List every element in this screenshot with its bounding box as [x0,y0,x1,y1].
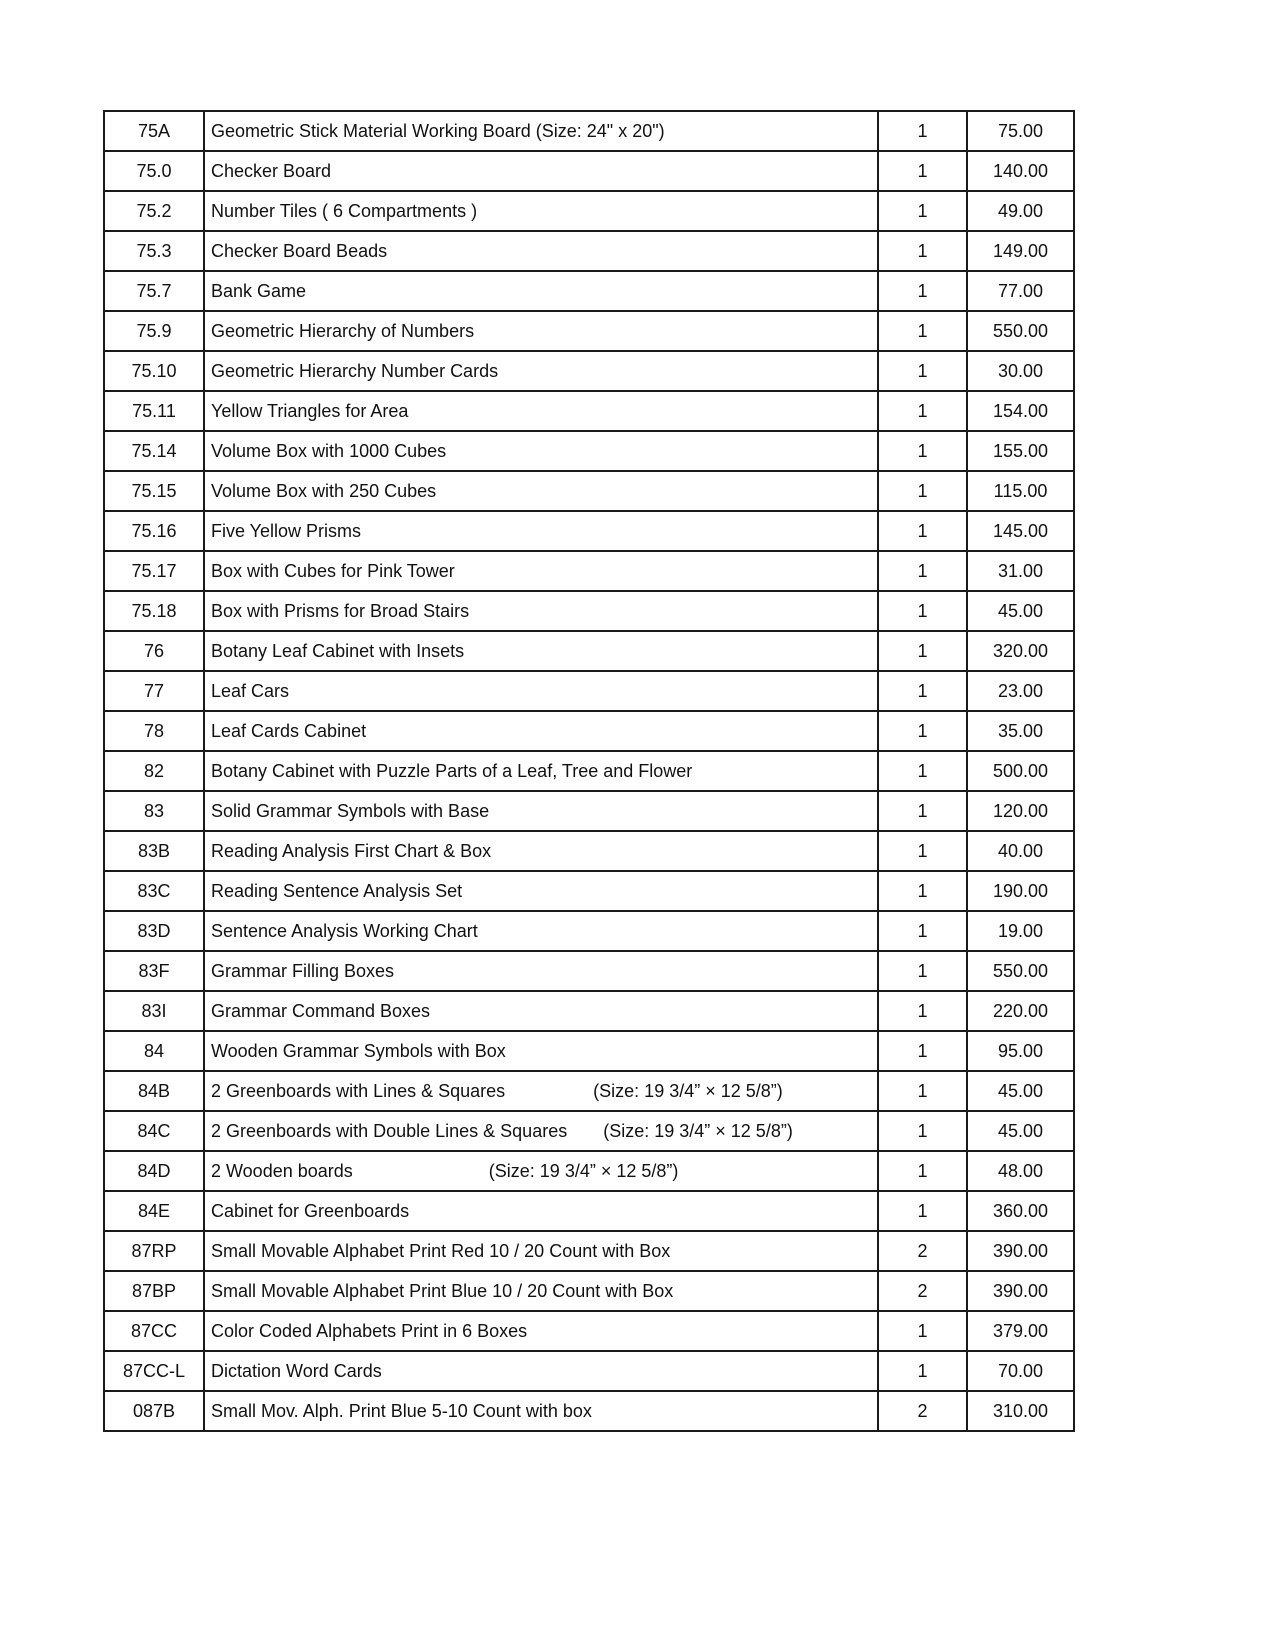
item-quantity-cell: 1 [878,311,967,351]
item-description-cell [204,1191,878,1231]
table-row [104,751,1074,791]
item-size: (Size: 19 3/4” × 12 5/8”) [603,1121,793,1141]
item-description: Color Coded Alphabets Print in 6 Boxes [211,1321,528,1341]
item-quantity-cell: 1 [878,711,967,751]
item-code-cell: 75.14 [104,431,204,471]
item-price-cell: 360.00 [967,1191,1074,1231]
table-row [104,831,1074,871]
table-row [104,431,1074,471]
item-price-cell: 140.00 [967,151,1074,191]
item-code-cell: 87CC-L [104,1351,204,1391]
item-description-cell [204,391,878,431]
item-description: Solid Grammar Symbols with Base [211,801,490,821]
item-description: Small Mov. Alph. Print Blue 5-10 Count with box [211,1401,592,1421]
item-description: Box with Prisms for Broad Stairs [211,601,470,621]
table-row [104,911,1074,951]
item-description-cell [204,311,878,351]
item-description-cell [204,1031,878,1071]
item-price-cell: 155.00 [967,431,1074,471]
item-quantity-cell: 1 [878,511,967,551]
item-code-cell: 75.3 [104,231,204,271]
table-row [104,951,1074,991]
table-row [104,1351,1074,1391]
item-quantity-cell: 1 [878,951,967,991]
table-row [104,231,1074,271]
item-price-cell: 120.00 [967,791,1074,831]
item-quantity-cell: 1 [878,751,967,791]
item-price-cell: 75.00 [967,111,1074,151]
item-price-cell: 379.00 [967,1311,1074,1351]
item-price-cell: 310.00 [967,1391,1074,1431]
item-price-cell: 40.00 [967,831,1074,871]
item-description: Reading Analysis First Chart & Box [211,841,492,861]
item-code-cell: 83I [104,991,204,1031]
item-code-cell: 75A [104,111,204,151]
item-price-cell: 19.00 [967,911,1074,951]
item-description-cell [204,111,878,151]
table-row [104,1391,1074,1431]
item-description-cell [204,231,878,271]
item-quantity-cell: 1 [878,831,967,871]
table-row [104,1071,1074,1111]
item-price-cell: 30.00 [967,351,1074,391]
item-description-cell [204,711,878,751]
item-description-cell [204,511,878,551]
item-description: Volume Box with 250 Cubes [211,481,437,501]
item-description-cell [204,1311,878,1351]
item-description-cell [204,471,878,511]
table-row [104,311,1074,351]
item-description: 2 Greenboards with Lines & Squares [211,1081,506,1101]
item-description: Five Yellow Prisms [211,521,362,541]
table-row [104,351,1074,391]
table-row [104,1031,1074,1071]
item-quantity-cell: 1 [878,231,967,271]
item-code-cell: 83D [104,911,204,951]
item-description: Checker Board [211,161,332,181]
item-code-cell: 87BP [104,1271,204,1311]
item-description: Checker Board Beads [211,241,388,261]
item-description-cell [204,551,878,591]
table-row [104,271,1074,311]
price-list-body [104,111,1074,1431]
item-price-cell: 190.00 [967,871,1074,911]
item-description-cell [204,1391,878,1431]
item-description: Number Tiles ( 6 Compartments ) [211,201,478,221]
item-quantity-cell: 1 [878,671,967,711]
item-description: Small Movable Alphabet Print Blue 10 / 20 Count with Box [211,1281,674,1301]
item-description: Wooden Grammar Symbols with Box [211,1041,506,1061]
item-price-cell: 154.00 [967,391,1074,431]
table-row [104,1231,1074,1271]
item-description: Botany Leaf Cabinet with Insets [211,641,465,661]
item-price-cell: 145.00 [967,511,1074,551]
item-quantity-cell: 1 [878,1111,967,1151]
item-quantity-cell: 1 [878,591,967,631]
item-price-cell: 49.00 [967,191,1074,231]
table-row [104,871,1074,911]
item-price-cell: 500.00 [967,751,1074,791]
item-description: Leaf Cards Cabinet [211,721,367,741]
item-code-cell: 75.0 [104,151,204,191]
item-code-cell: 75.11 [104,391,204,431]
item-description-cell [204,351,878,391]
table-row [104,471,1074,511]
item-quantity-cell: 1 [878,151,967,191]
item-quantity-cell: 1 [878,1151,967,1191]
item-price-cell: 390.00 [967,1231,1074,1271]
item-description-cell [204,631,878,671]
item-code-cell: 75.7 [104,271,204,311]
item-price-cell: 31.00 [967,551,1074,591]
table-row [104,1191,1074,1231]
item-quantity-cell: 1 [878,631,967,671]
item-description: 2 Greenboards with Double Lines & Squares [211,1121,568,1141]
table-row [104,551,1074,591]
table-row [104,991,1074,1031]
item-quantity-cell: 1 [878,1191,967,1231]
item-code-cell: 76 [104,631,204,671]
item-size: (Size: 19 3/4” × 12 5/8”) [488,1161,679,1181]
item-price-cell: 45.00 [967,1111,1074,1151]
item-quantity-cell: 1 [878,991,967,1031]
item-price-cell: 45.00 [967,1071,1074,1111]
item-price-cell: 45.00 [967,591,1074,631]
item-quantity-cell: 2 [878,1231,967,1271]
item-description-cell [204,831,878,871]
table-row [104,391,1074,431]
item-code-cell: 87CC [104,1311,204,1351]
item-description-cell [204,671,878,711]
item-quantity-cell: 1 [878,111,967,151]
table-row [104,1311,1074,1351]
item-code-cell: 75.10 [104,351,204,391]
item-code-cell: 84E [104,1191,204,1231]
item-description-cell [204,1271,878,1311]
item-description: Geometric Hierarchy Number Cards [211,361,499,381]
item-description-cell [204,431,878,471]
item-description-cell [204,1231,878,1271]
item-price-cell: 390.00 [967,1271,1074,1311]
item-description: Bank Game [211,281,307,301]
item-description-cell [204,1151,878,1191]
table-row [104,151,1074,191]
item-quantity-cell: 2 [878,1391,967,1431]
item-description-cell [204,751,878,791]
item-description: Leaf Cars [211,681,290,701]
item-price-cell: 23.00 [967,671,1074,711]
item-description: Grammar Filling Boxes [211,961,395,981]
item-quantity-cell: 1 [878,471,967,511]
item-price-cell: 35.00 [967,711,1074,751]
item-description: Cabinet for Greenboards [211,1201,410,1221]
item-description: 2 Wooden boards [211,1161,353,1181]
item-price-cell: 550.00 [967,951,1074,991]
item-quantity-cell: 1 [878,351,967,391]
table-row [104,191,1074,231]
item-quantity-cell: 1 [878,1031,967,1071]
item-price-cell: 48.00 [967,1151,1074,1191]
item-description: Geometric Hierarchy of Numbers [211,321,475,341]
item-quantity-cell: 1 [878,871,967,911]
table-row [104,711,1074,751]
item-quantity-cell: 1 [878,1311,967,1351]
item-code-cell: 84 [104,1031,204,1071]
item-quantity-cell: 1 [878,1071,967,1111]
item-code-cell: 78 [104,711,204,751]
item-description-cell [204,991,878,1031]
item-code-cell: 84D [104,1151,204,1191]
item-description-cell [204,271,878,311]
item-description: Dictation Word Cards [211,1361,382,1381]
item-description-cell [204,151,878,191]
item-quantity-cell: 1 [878,191,967,231]
table-row [104,1151,1074,1191]
item-code-cell: 75.18 [104,591,204,631]
item-quantity-cell: 1 [878,551,967,591]
item-code-cell: 83F [104,951,204,991]
item-description-cell [204,911,878,951]
item-code-cell: 087B [104,1391,204,1431]
table-row [104,1111,1074,1151]
item-description: Yellow Triangles for Area [211,401,409,421]
item-description-cell [204,871,878,911]
item-description-cell [204,191,878,231]
item-code-cell: 75.2 [104,191,204,231]
item-quantity-cell: 1 [878,1351,967,1391]
item-price-cell: 77.00 [967,271,1074,311]
table-row [104,591,1074,631]
item-description: Grammar Command Boxes [211,1001,431,1021]
item-price-cell: 149.00 [967,231,1074,271]
item-quantity-cell: 1 [878,911,967,951]
table-row [104,671,1074,711]
price-list-table [103,110,1075,1432]
item-code-cell: 77 [104,671,204,711]
item-code-cell: 83B [104,831,204,871]
item-description-cell [204,1111,878,1151]
item-code-cell: 75.17 [104,551,204,591]
item-quantity-cell: 1 [878,271,967,311]
item-code-cell: 82 [104,751,204,791]
item-quantity-cell: 1 [878,391,967,431]
item-code-cell: 84C [104,1111,204,1151]
table-row [104,1271,1074,1311]
item-description-cell [204,1071,878,1111]
item-description: Sentence Analysis Working Chart [211,921,478,941]
item-description: Reading Sentence Analysis Set [211,881,463,901]
item-quantity-cell: 1 [878,791,967,831]
table-row [104,111,1074,151]
item-price-cell: 115.00 [967,471,1074,511]
item-code-cell: 75.9 [104,311,204,351]
item-description: Volume Box with 1000 Cubes [211,441,447,461]
item-description: Botany Cabinet with Puzzle Parts of a Leaf, Tree and Flower [211,761,693,781]
item-price-cell: 220.00 [967,991,1074,1031]
item-description: Small Movable Alphabet Print Red 10 / 20 Count with Box [211,1241,671,1261]
item-price-cell: 550.00 [967,311,1074,351]
item-size: (Size: 19 3/4” × 12 5/8”) [593,1081,783,1101]
item-description: Box with Cubes for Pink Tower [211,561,455,581]
item-code-cell: 84B [104,1071,204,1111]
table-row [104,631,1074,671]
item-quantity-cell: 1 [878,431,967,471]
item-code-cell: 83 [104,791,204,831]
table-row [104,791,1074,831]
item-price-cell: 70.00 [967,1351,1074,1391]
item-description-cell [204,1351,878,1391]
item-code-cell: 75.16 [104,511,204,551]
item-description: Geometric Stick Material Working Board (Size: 24" x 20") [211,121,665,141]
item-price-cell: 95.00 [967,1031,1074,1071]
item-quantity-cell: 2 [878,1271,967,1311]
item-code-cell: 83C [104,871,204,911]
item-description-cell [204,591,878,631]
item-description-cell [204,951,878,991]
item-code-cell: 75.15 [104,471,204,511]
item-price-cell: 320.00 [967,631,1074,671]
item-description-cell [204,791,878,831]
table-row [104,511,1074,551]
item-code-cell: 87RP [104,1231,204,1271]
